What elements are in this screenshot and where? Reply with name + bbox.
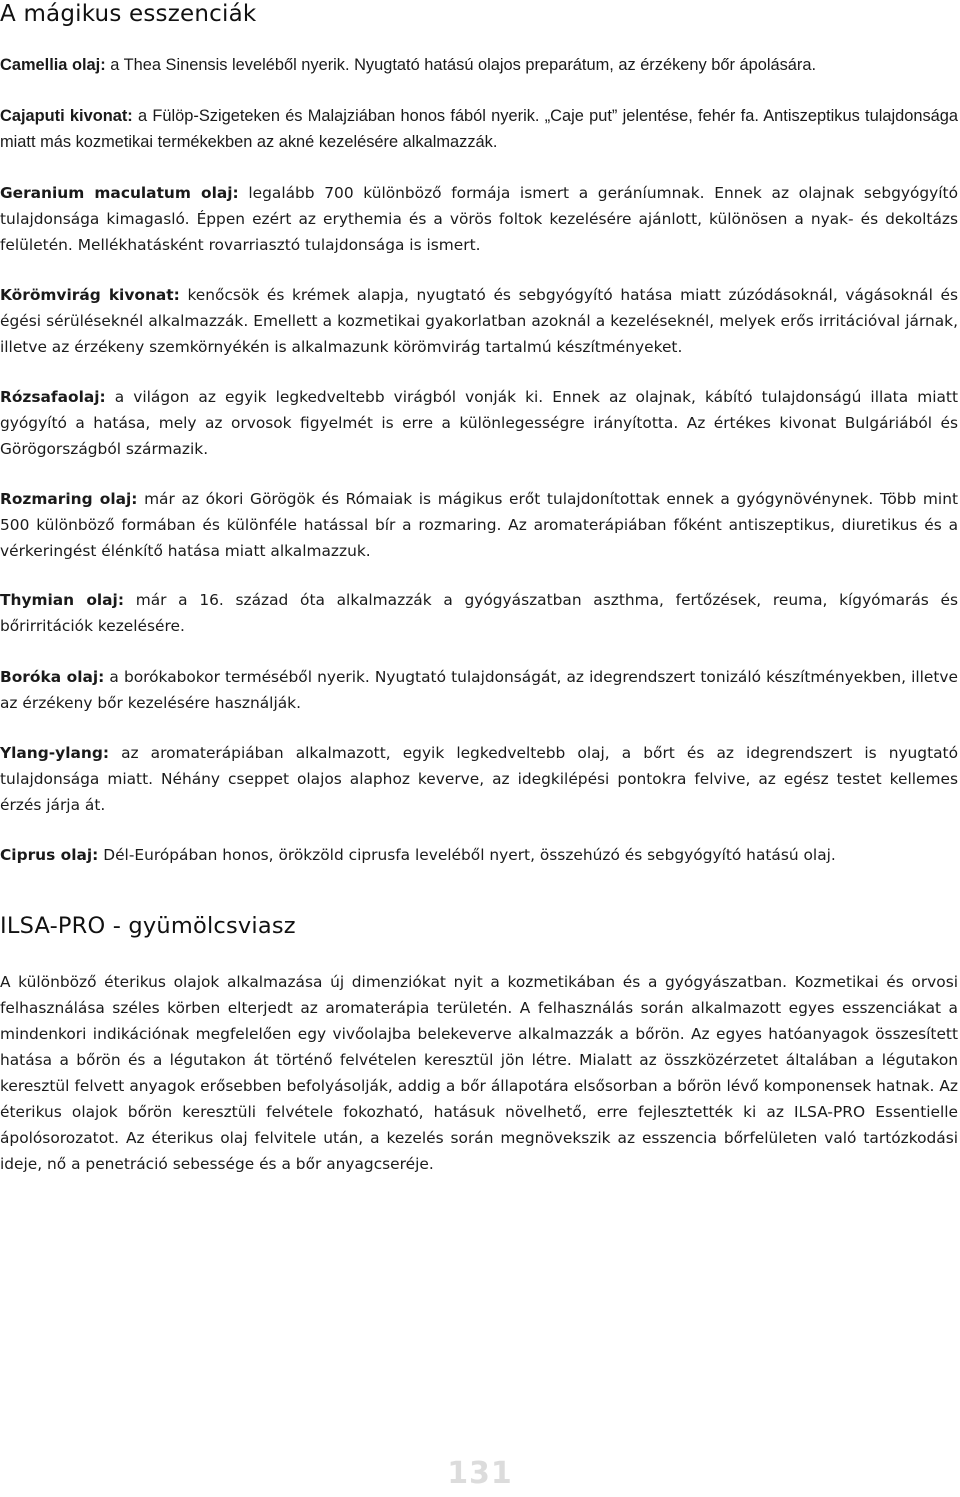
entry-text: már az ókori Görögök és Rómaiak is mágikus erőt tulajdonítottak ennek a gyógynövénynek. Több mint 500 különböző formában és különféle hatással bír a rozmaring. Az aromaterápiában főként antiszeptikus, diuretikus és a vérkeringést élénkítő hatása miatt alkalmazzuk. bbox=[0, 490, 958, 560]
entry-text: a Thea Sinensis leveléből nyerik. Nyugtató hatású olajos preparátum, az érzékeny bőr ápolására. bbox=[105, 56, 817, 74]
entry-term: Ciprus olaj: bbox=[0, 846, 99, 864]
entry-geranium bbox=[0, 180, 958, 258]
entry-text: a világon az egyik legkedveltebb virágból vonják ki. Ennek az olajnak, kábító tulajdonságú illata miatt gyógyító a hatása, mely az orvosok figyelmét is erre a különlegességre irányította. Az értékes kivonat Bulgáriából és Görögországból származik. bbox=[0, 388, 958, 458]
entry-term: Camellia olaj: bbox=[0, 56, 106, 74]
ilsa-pro-paragraph: A különböző éterikus olajok alkalmazása új dimenziókat nyit a kozmetikában és a gyógyászatban. Kozmetikai és orvosi felhasználása széles körben elterjedt az aromaterápia területén. A felhasználás során alkalmazott egyes esszenciákat a mindenkori indikációnak megfelelően egy vivőolajba belekeverve alkalmazzák a bőrön. Az egyes hatóanyagok összesített hatása a bőrön és a légutakon át történő felvételen keresztül jön létre. Mialatt az összközérzetet általában a légutakon keresztül felvett anyagok erősebben befolyásolják, addig a bőr állapotára elsősorban a bőrön lévő komponensek hatnak. Az éterikus olajok bőrön keresztüli felvétele fokozható, hatásuk növelhető, erre fejlesztették ki az ILSA-PRO Essentielle ápolósorozatot. Az éterikus olaj felvitele után, a kezelés során megnövekszik az esszencia bőrfelületen való tartózkodási ideje, nő a penetráció sebessége és a bőr anyagcseréje. bbox=[0, 973, 958, 1173]
entry-text: Dél-Európában honos, örökzöld ciprusfa leveléből nyert, összehúzó és sebgyógyító hatású olaj. bbox=[98, 846, 836, 864]
entry-ciprus bbox=[0, 842, 958, 868]
entry-text: a borókabokor terméséből nyerik. Nyugtató tulajdonságát, az idegrendszert tonizáló készítményekben, illetve az érzékeny bőr kezelésére használják. bbox=[0, 668, 958, 712]
entry-thymian bbox=[0, 587, 958, 639]
entry-cajaputi bbox=[0, 103, 958, 155]
entry-text: az aromaterápiában alkalmazott, egyik legkedveltebb olaj, a bőrt és az idegrendszert is nyugtató tulajdonsága miatt. Néhány cseppet olajos alaphoz keverve, az idegkilépési pontokra felvive, az egész testet kellemes érzés járja át. bbox=[0, 744, 958, 814]
entry-term: Boróka olaj: bbox=[0, 668, 105, 686]
entry-rozmaring bbox=[0, 486, 958, 564]
entry-camellia bbox=[0, 52, 958, 78]
entry-term: Thymian olaj: bbox=[0, 591, 124, 609]
entry-rozsafa bbox=[0, 384, 958, 462]
entry-text: kenőcsök és krémek alapja, nyugtató és sebgyógyító hatása miatt zúzódásoknál, vágásoknál és égési sérüléseknél alkalmazzák. Emellett a kozmetikai gyakorlatban azoknál a kezeléseknél, melyek erős irritációval járnak, illetve az érzékeny szemkörnyékén is alkalmazunk körömvirág tartalmú készítményeket. bbox=[0, 286, 959, 356]
page-number: 131 bbox=[447, 1456, 513, 1491]
entry-term: Körömvirág kivonat: bbox=[0, 286, 180, 304]
entry-text: a Fülöp-Szigeteken és Malajziában honos fából nyerik. „Caje put” jelentése, fehér fa. Antiszeptikus tulajdonsága miatt más kozmetikai termékekben az akné kezelésére alkalmazzák. bbox=[0, 107, 958, 151]
entry-term: Ylang-ylang: bbox=[0, 744, 109, 762]
entry-text: legalább 700 különböző formája ismert a geráníumnak. Ennek az olajnak sebgyógyító tulajdonsága kimagasló. Éppen ezért az erythemia és a vörös foltok kezelésére ajánlott, különösen a nyak- és dekoltázs felületén. Mellékhatásként rovarriasztó tulajdonsága is ismert. bbox=[0, 184, 958, 254]
section-title-ilsa-pro: ILSA-PRO - gyümölcsviasz bbox=[0, 913, 296, 939]
entry-term: Rózsafaolaj: bbox=[0, 388, 106, 406]
entry-text: már a 16. század óta alkalmazzák a gyógyászatban aszthma, fertőzések, reuma, kígyómarás és bőrirritációk kezelésére. bbox=[0, 591, 958, 635]
entry-term: Rozmaring olaj: bbox=[0, 490, 138, 508]
entry-koromvirag bbox=[0, 282, 958, 360]
section-title-essences: A mágikus esszenciák bbox=[0, 1, 257, 27]
entry-boroka bbox=[0, 664, 958, 716]
entry-term: Geranium maculatum olaj: bbox=[0, 184, 239, 202]
entry-term: Cajaputi kivonat: bbox=[0, 107, 133, 125]
entry-ylang-ylang bbox=[0, 740, 958, 818]
